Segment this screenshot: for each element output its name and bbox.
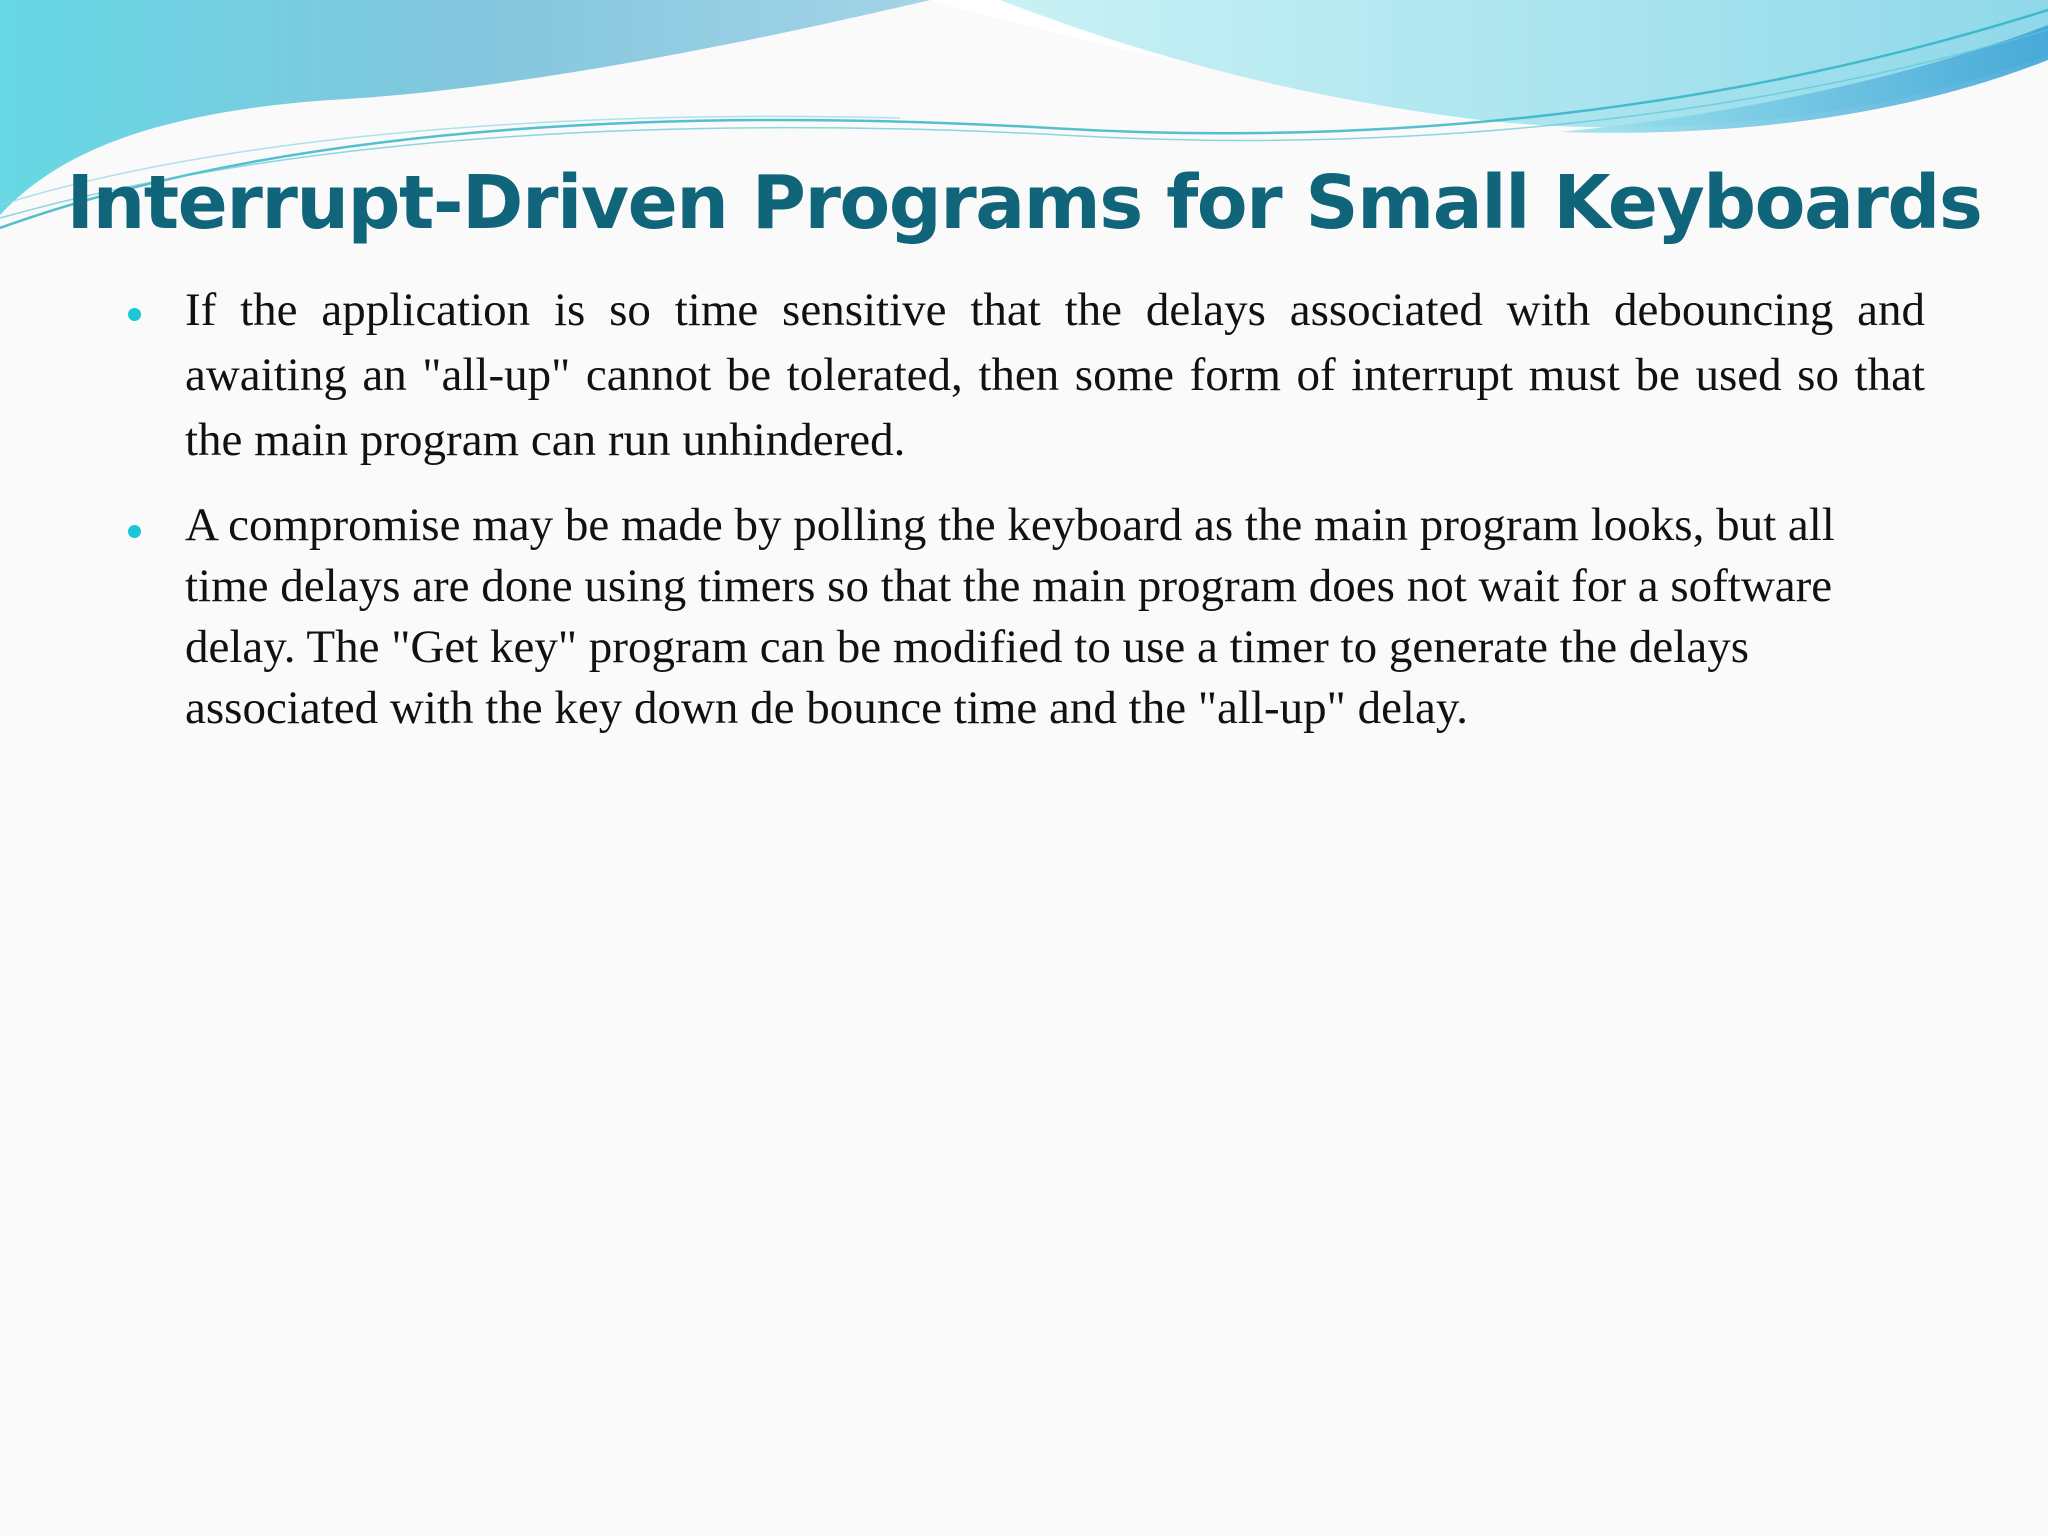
bullet-item bbox=[0, 278, 2048, 473]
bullet-text: A compromise may be made by polling the keyboard as the main program looks, but all time delays are done using timers so that the main program does not wait for a software delay. The "Get key" program can be modified to use a timer to generate the delays associated with the key down de bounce time and the "all-up" delay. bbox=[185, 499, 1835, 734]
bullet-item bbox=[0, 495, 2048, 739]
bullet-dot-icon bbox=[128, 308, 141, 321]
slide-title: Interrupt-Driven Programs for Small Keyboards bbox=[66, 160, 1982, 246]
bullet-text: If the application is so time sensitive that the delays associated with debouncing and awaiting an "all-up" cannot be tolerated, then some form of interrupt must be used so that the main program can run unhindered. bbox=[185, 284, 1925, 466]
bullet-dot-icon bbox=[128, 525, 141, 538]
bullet-list bbox=[0, 278, 2048, 761]
